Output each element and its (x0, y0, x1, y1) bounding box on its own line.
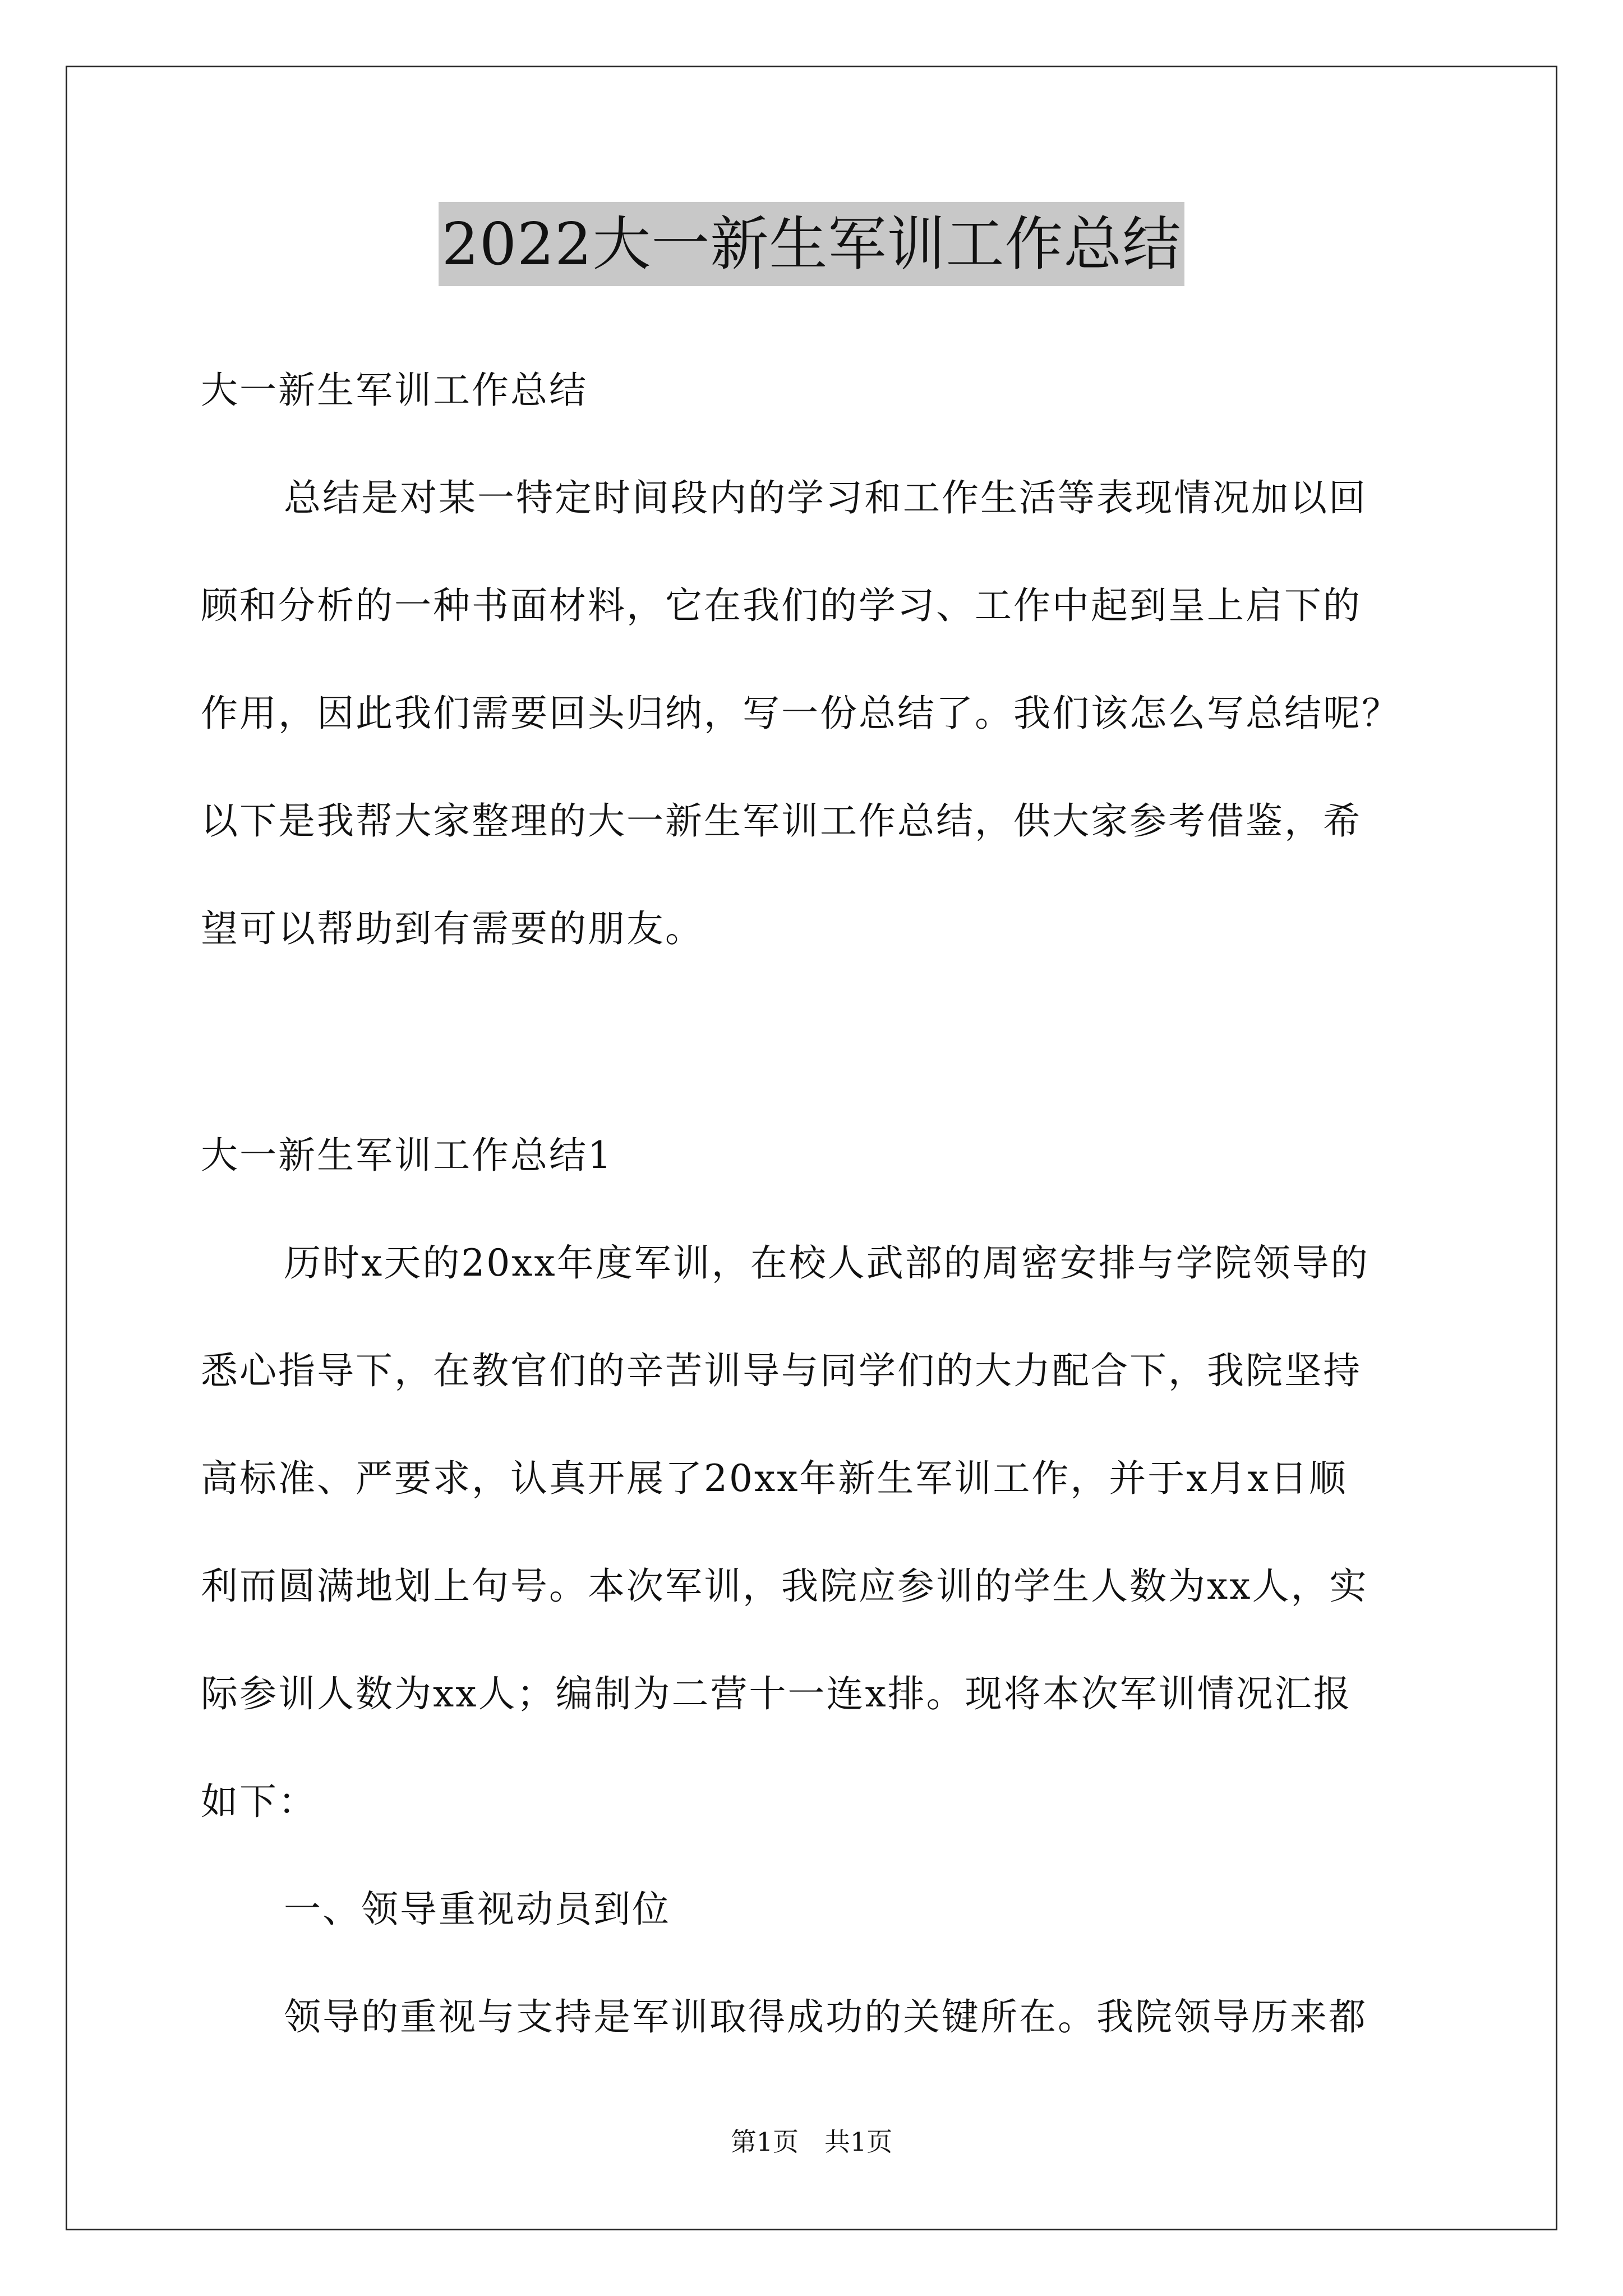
intro-paragraph (201, 444, 1435, 983)
section-line: 历时x天的20xx年度军训，在校人武部的周密安排与学院领导的 (284, 1241, 1370, 1285)
intro-line: 以下是我帮大家整理的大一新生军训工作总结，供大家参考借鉴，希 (201, 799, 1362, 843)
section-paragraph (201, 1209, 1435, 1856)
item-paragraph (201, 1963, 1435, 2071)
section-line: 高标准、严要求，认真开展了20xx年新生军训工作，并于x月x日顺 (201, 1457, 1348, 1500)
intro-line: 顾和分析的一种书面材料，它在我们的学习、工作中起到呈上启下的 (201, 584, 1362, 627)
page-number: 第1页 共1页 (730, 2127, 893, 2157)
subtitle-text: 大一新生军训工作总结 (201, 369, 588, 412)
item-heading (201, 1856, 1435, 1963)
document-title: 2022大一新生军训工作总结 (439, 202, 1185, 286)
section-line: 利而圆满地划上句号。本次军训，我院应参训的学生人数为xx人，实 (201, 1565, 1368, 1608)
intro-line: 总结是对某一特定时间段内的学习和工作生活等表现情况加以回 (284, 476, 1367, 519)
page-footer (0, 2125, 1623, 2159)
title-container (0, 202, 1623, 286)
item-line: 领导的重视与支持是军训取得成功的关键所在。我院领导历来都 (284, 1995, 1367, 2039)
intro-line: 望可以帮助到有需要的朋友。 (201, 907, 704, 950)
section-line: 际参训人数为xx人；编制为二营十一连x排。现将本次军训情况汇报 (201, 1672, 1352, 1715)
intro-line: 作用，因此我们需要回头归纳，写一份总结了。我们该怎么写总结呢？ (201, 692, 1400, 735)
item-heading-text: 一、领导重视动员到位 (284, 1888, 671, 1931)
section-line: 悉心指导下，在教官们的辛苦训导与同学们的大力配合下，我院坚持 (201, 1349, 1362, 1392)
section-heading-text: 大一新生军训工作总结1 (201, 1134, 613, 1177)
section-heading (201, 1102, 1435, 1209)
section-line: 如下： (201, 1780, 317, 1823)
document-subtitle (201, 337, 1435, 444)
